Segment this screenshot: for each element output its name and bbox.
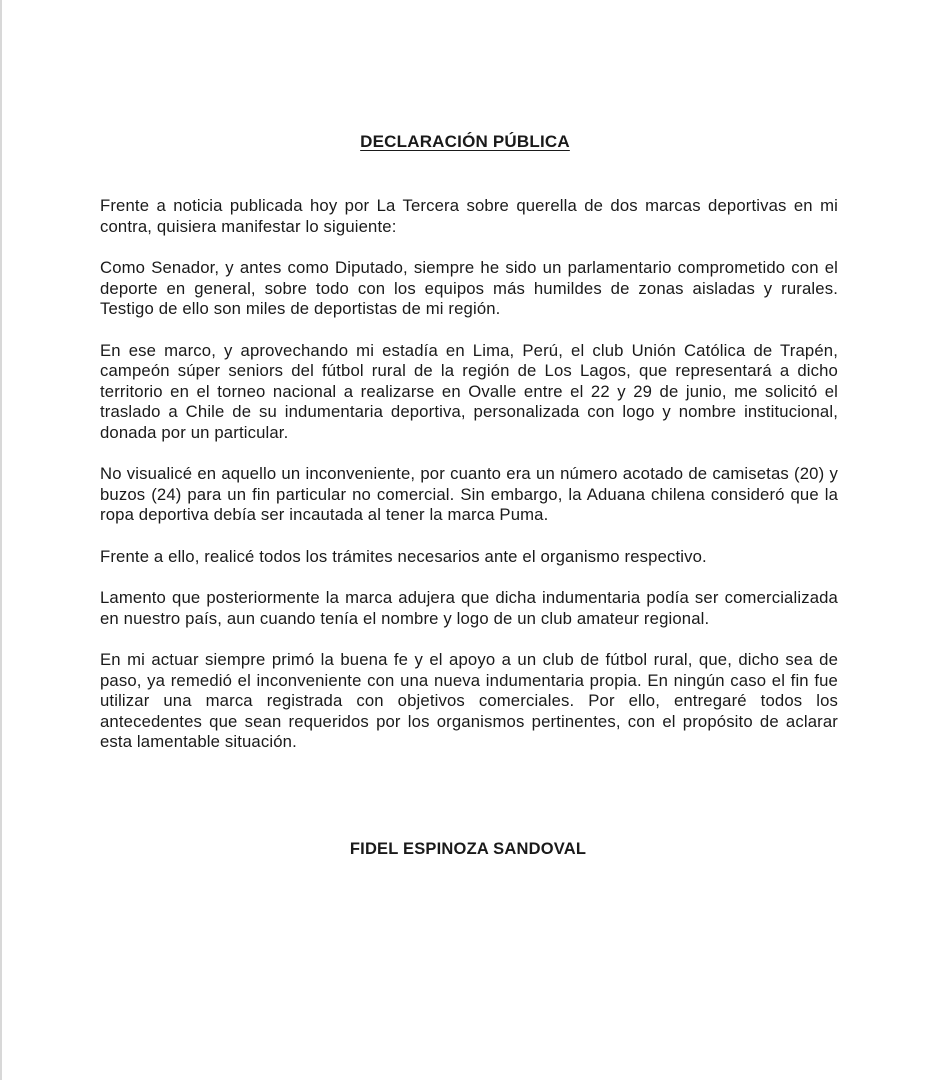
document-title-text: DECLARACIÓN PÚBLICA bbox=[360, 132, 570, 151]
paragraph-intro: Frente a noticia publicada hoy por La Tercera sobre querella de dos marcas deportivas en mi contra, quisiera manifestar lo siguiente: bbox=[100, 196, 838, 236]
document-body bbox=[100, 196, 838, 774]
signature-name: FIDEL ESPINOZA SANDOVAL bbox=[349, 840, 587, 858]
paragraph-brand-claim: Lamento que posteriormente la marca adujera que dicha indumentaria podía ser comercializada en nuestro país, aun cuando tenía el nombre y logo de un club amateur regional. bbox=[100, 588, 838, 628]
page-edge-divider bbox=[0, 0, 2, 1080]
paragraph-customs-seizure: No visualicé en aquello un inconveniente, por cuanto era un número acotado de camisetas (20) y buzos (24) para un fin particular no comercial. Sin embargo, la Aduana chilena consideró que la ropa deportiva debía ser incautada al tener la marca Puma. bbox=[100, 464, 838, 524]
paragraph-procedures: Frente a ello, realicé todos los trámites necesarios ante el organismo respectivo. bbox=[100, 546, 707, 566]
document-title bbox=[0, 132, 930, 152]
paragraph-senator-commitment: Como Senador, y antes como Diputado, siempre he sido un parlamentario comprometido con el deporte en general, sobre todo con los equipos más humildes de zonas aisladas y rurales. Testigo de ello son miles de deportistas de mi región. bbox=[100, 258, 838, 318]
paragraph-club-request: En ese marco, y aprovechando mi estadía en Lima, Perú, el club Unión Católica de Trapén, campeón súper seniors del fútbol rural de la región de Los Lagos, que representará a dicho territorio en el torneo nacional a realizarse en Ovalle entre el 22 y 29 de junio, me solicitó el traslado a Chile de su indumentaria deportiva, personalizada con logo y nombre institucional, donada por un particular. bbox=[100, 340, 838, 442]
paragraph-good-faith: En mi actuar siempre primó la buena fe y el apoyo a un club de fútbol rural, que, dicho sea de paso, ya remedió el inconveniente con una nueva indumentaria propia. En ningún caso el fin fue utilizar una marca registrada con objetivos comerciales. Por ello, entregaré todos los antecedentes que sean requeridos por los organismos pertinentes, con el propósito de aclarar esta lamentable situación. bbox=[100, 650, 838, 751]
